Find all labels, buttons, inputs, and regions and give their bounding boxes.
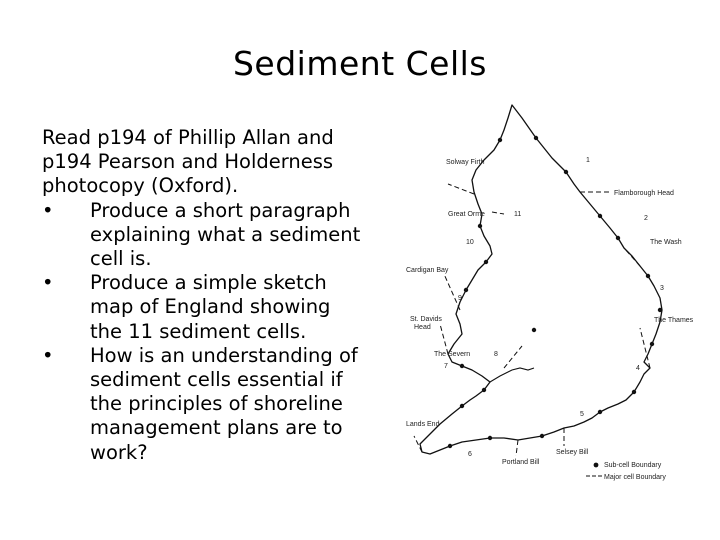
label-st-davids: St. Davids xyxy=(410,316,442,323)
severn-estuary xyxy=(490,368,534,382)
label-lands-end: Lands End xyxy=(406,421,440,428)
cell-number: 1 xyxy=(586,157,590,164)
cell-number: 11 xyxy=(514,211,522,218)
intro-line: Read p194 of Phillip Allan and xyxy=(42,126,334,149)
cell-number: 6 xyxy=(468,451,472,458)
cell-number: 10 xyxy=(466,239,474,246)
task-line: cell is. xyxy=(90,247,152,271)
map-legend xyxy=(586,462,666,481)
label-flamborough-head: Flamborough Head xyxy=(614,190,674,197)
cell-number: 8 xyxy=(494,351,498,358)
label-the-wash: The Wash xyxy=(650,239,682,246)
label-solway-firth: Solway Firth xyxy=(446,159,485,166)
task-item xyxy=(42,199,402,272)
cell-number: 7 xyxy=(444,363,448,370)
legend-major-cell: Major cell Boundary xyxy=(604,474,666,481)
cell-number: 2 xyxy=(644,215,648,222)
england-wales-coast-map xyxy=(404,100,700,525)
task-line: the principles of shoreline xyxy=(90,392,343,416)
task-item xyxy=(42,271,402,344)
cell-number: 9 xyxy=(458,295,462,302)
label-portland-bill: Portland Bill xyxy=(502,459,540,466)
label-great-orme: Great Orme xyxy=(448,211,485,218)
slide-title: Sediment Cells xyxy=(232,44,488,83)
task-line: the 11 sediment cells. xyxy=(90,319,307,343)
task-line: explaining what a sediment xyxy=(90,222,361,246)
bullet-marker: • xyxy=(42,343,54,367)
intro-line: photocopy (Oxford). xyxy=(42,174,239,198)
task-item xyxy=(42,344,402,465)
sub-cell-boundaries xyxy=(448,136,662,448)
cell-number: 3 xyxy=(660,285,664,292)
cell-number: 5 xyxy=(580,411,584,418)
coastline xyxy=(420,105,662,454)
task-line: work? xyxy=(90,440,148,464)
cell-number: 4 xyxy=(636,365,640,372)
label-the-severn: The Severn xyxy=(434,351,471,358)
task-line: Produce a simple sketch xyxy=(90,271,327,295)
major-boundaries xyxy=(414,184,650,456)
task-line: map of England showing xyxy=(90,295,331,319)
task-line: management plans are to xyxy=(90,416,343,440)
instructions xyxy=(42,126,402,465)
sub-cell-legend-symbol xyxy=(594,463,599,468)
task-list xyxy=(42,199,402,465)
label-the-thames: The Thames xyxy=(654,317,694,324)
label-cardigan-bay: Cardigan Bay xyxy=(406,267,449,274)
bullet-marker: • xyxy=(42,271,54,295)
task-line: sediment cells essential if xyxy=(90,368,343,392)
task-line: How is an understanding of xyxy=(90,343,358,367)
task-line: Produce a short paragraph xyxy=(90,198,351,222)
sediment-cell-map xyxy=(404,100,700,525)
intro-line: p194 Pearson and Holderness xyxy=(42,150,334,174)
label-st-davids-head: Head xyxy=(414,324,431,331)
legend-sub-cell: Sub-cell Boundary xyxy=(604,462,662,469)
label-selsey-bill: Selsey Bill xyxy=(556,449,589,456)
bullet-marker: • xyxy=(42,198,54,222)
